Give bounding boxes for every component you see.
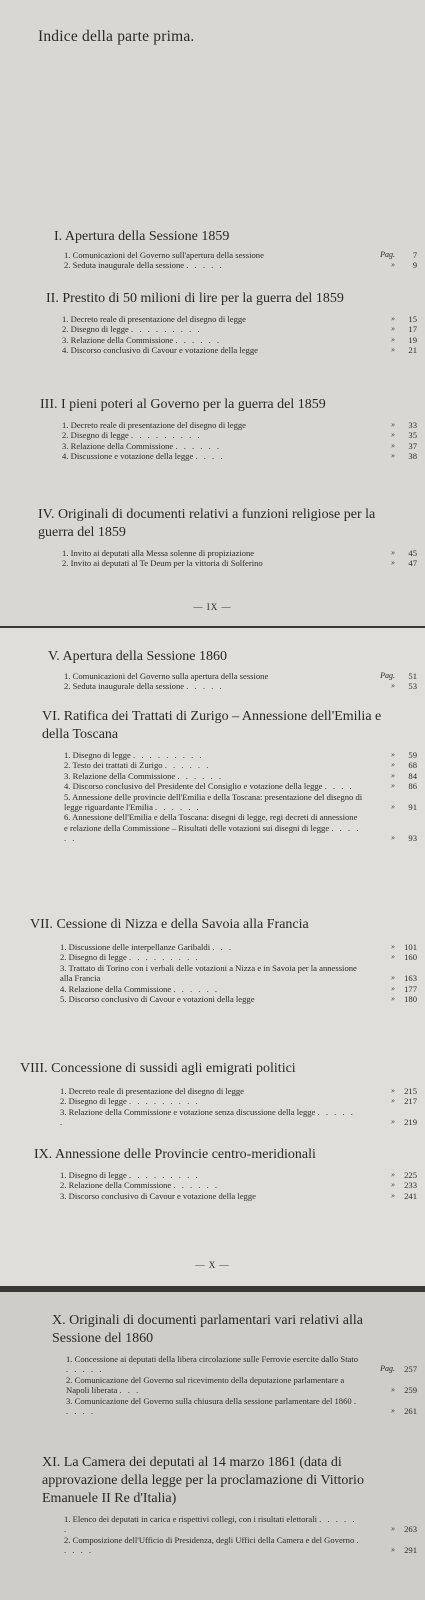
list-item: 1. Decreto reale di presentazione del disegno di legge » 33: [62, 420, 417, 430]
section-xi: [0, 1454, 425, 1556]
list-item: 3. Discorso conclusivo di Cavour e votazione della legge » 241: [60, 1190, 417, 1201]
section-title: X. Originali di documenti parlamentari vari relativi alla Sessione del 1860: [52, 1313, 364, 1346]
page-number: 217: [404, 1096, 417, 1107]
index-heading: Indice della parte prima.: [38, 28, 195, 45]
section-ii: [0, 290, 425, 356]
section-title: II. Prestito di 50 milioni di lire per la guerra del 1859: [46, 291, 344, 306]
list-item: 2. Relazione della Commissione . . . . . . » 233: [60, 1180, 417, 1191]
list-item: 3. Comunicazione del Governo sulla chiusura della sessione parlamentare del 1860 . . . . . » 261: [66, 1395, 417, 1417]
list-item: 3. Trattato di Torino con i verbali delle votazioni a Nizza e in Savoia per la annessione alla Francia » 163: [60, 962, 417, 984]
list-item: 5. Discorso conclusivo di Cavour e votazioni della legge » 180: [60, 994, 417, 1005]
index-page-1: [0, 0, 425, 626]
page-footer: — IX —: [193, 602, 232, 612]
section-vii: [0, 916, 425, 1004]
list-item: 1. Invito ai deputati alla Messa solenne di propiziazione » 45: [62, 548, 417, 558]
list-item: 4. Discorso conclusivo del Presidente del Consiglio e votazione della legge . . . . » 86: [64, 781, 417, 792]
page-number: 35: [408, 430, 417, 441]
page-number: 33: [408, 420, 417, 430]
page-number: 17: [408, 324, 417, 335]
page-number: 47: [408, 558, 417, 569]
list-item: 2. Disegno di legge . . . . . . . . . » 35: [62, 430, 417, 441]
page-number: 21: [408, 345, 417, 356]
entry-list: [60, 1086, 425, 1128]
page-number: 177: [404, 983, 417, 994]
section-iii: [0, 396, 425, 462]
page-number: 291: [404, 1545, 417, 1556]
section-x: [0, 1312, 425, 1416]
section-number: II.: [46, 291, 59, 306]
section-title: V. Apertura della Sessione 1860: [48, 649, 228, 664]
section-number: IX.: [34, 1147, 53, 1162]
page-number: 45: [408, 548, 417, 558]
list-item: 1. Concessione ai deputati della libera circolazione sulle Ferrovie esercite dallo Stato . . . . . Pag. 257: [66, 1354, 417, 1375]
list-item: 3. Relazione della Commissione . . . . . . » 84: [64, 770, 417, 781]
page-number: 219: [404, 1117, 417, 1128]
index-page-2: [0, 628, 425, 1286]
list-item: 1. Disegno di legge . . . . . . . . . » 225: [60, 1170, 417, 1180]
list-item: 2. Disegno di legge . . . . . . . . . » 160: [60, 952, 417, 963]
section-title: IX. Annessione delle Provincie centro-meridionali: [34, 1147, 316, 1162]
section-i: [0, 228, 425, 271]
section-number: VIII.: [20, 1061, 48, 1076]
list-item: 3. Relazione della Commissione . . . . . . » 19: [62, 334, 417, 345]
list-item: 1. Disegno di legge . . . . . . . . . » 59: [64, 750, 417, 760]
page-number: 257: [404, 1364, 417, 1375]
list-item: 1. Decreto reale di presentazione del disegno di legge » 215: [60, 1086, 417, 1096]
page-number: 68: [408, 760, 417, 771]
section-number: X.: [52, 1313, 66, 1328]
list-item: 3. Relazione della Commissione . . . . . . » 37: [62, 440, 417, 451]
page-number: 53: [408, 681, 417, 692]
section-number: IV.: [38, 507, 55, 522]
section-number: XI.: [42, 1455, 61, 1470]
page-number: 225: [404, 1170, 417, 1180]
section-number: III.: [40, 397, 58, 412]
page-number: 261: [404, 1406, 417, 1417]
section-number: I.: [54, 229, 63, 244]
section-title: IV. Originali di documenti relativi a funzioni religiose per la guerra del 1859: [38, 507, 376, 540]
page-number: 263: [404, 1524, 417, 1535]
section-number: VI.: [42, 709, 61, 724]
list-item: 6. Annessione dell'Emilia e della Toscana: disegni di legge, regi decreti di annessione e relazione della Commissione – Risultati delle votazioni sui disegni di legge . . . . . . » 93: [64, 812, 417, 844]
list-item: 2. Composizione dell'Ufficio di Presidenza, degli Uffici della Camera e del Governo . . . . . » 291: [64, 1534, 417, 1556]
entry-list: [62, 548, 425, 569]
entry-list: [60, 1170, 425, 1201]
page-number: 59: [408, 750, 417, 760]
list-item: 1. Comunicazioni del Governo sull'apertura della sessione Pag. 7: [64, 250, 417, 260]
page-number: 91: [408, 802, 417, 813]
entry-list: [64, 1514, 425, 1556]
entry-list: [62, 314, 425, 356]
list-item: 2. Disegno di legge . . . . . . . . . » 17: [62, 324, 417, 335]
page-number: 241: [404, 1190, 417, 1201]
section-title: VI. Ratifica dei Trattati di Zurigo – Annessione dell'Emilia e della Toscana: [42, 709, 382, 742]
list-item: 4. Relazione della Commissione . . . . . . » 177: [60, 983, 417, 994]
page-number: 160: [404, 952, 417, 963]
page-number: 233: [404, 1180, 417, 1191]
page-number: 38: [408, 451, 417, 462]
list-item: 2. Testo dei trattati di Zurigo . . . . . . » 68: [64, 760, 417, 771]
page-number: 215: [404, 1086, 417, 1096]
list-item: 4. Discorso conclusivo di Cavour e votazione della legge » 21: [62, 345, 417, 356]
list-item: 2. Invito ai deputati al Te Deum per la vittoria di Solferino » 47: [62, 558, 417, 569]
entry-list: [60, 942, 425, 1004]
page-number: 19: [408, 334, 417, 345]
entry-list: [64, 750, 425, 844]
section-title: III. I pieni poteri al Governo per la guerra del 1859: [40, 397, 326, 412]
entry-list: [66, 1354, 425, 1416]
page-number: 15: [408, 314, 417, 324]
page-number: 7: [412, 250, 417, 260]
page-number: 9: [412, 260, 417, 271]
page-number: 163: [404, 973, 417, 984]
page-number: 37: [408, 440, 417, 451]
page-number: 93: [408, 833, 417, 844]
section-title: I. Apertura della Sessione 1859: [54, 229, 230, 244]
section-number: VII.: [30, 917, 53, 932]
section-viii: [0, 1060, 425, 1128]
list-item: 2. Seduta inaugurale della sessione . . . . . » 9: [64, 260, 417, 271]
list-item: 1. Elenco dei deputati in carica e rispettivi collegi, con i risultati elettorali . . . . . . » 263: [64, 1514, 417, 1535]
entry-list: [64, 671, 425, 692]
list-item: 4. Discussione e votazione della legge . . . . » 38: [62, 451, 417, 462]
page-number: 259: [404, 1385, 417, 1396]
list-item: 1. Decreto reale di presentazione del disegno di legge » 15: [62, 314, 417, 324]
page-number: 101: [404, 942, 417, 952]
section-title: XI. La Camera dei deputati al 14 marzo 1861 (data di approvazione della legge per la proclamazione di Vittorio Emanuele II Re d'Italia): [42, 1455, 364, 1506]
page-number: 51: [408, 671, 417, 681]
section-title: VIII. Concessione di sussidi agli emigrati politici: [20, 1061, 296, 1076]
list-item: 3. Relazione della Commissione e votazione senza discussione della legge . . . . . . » 219: [60, 1106, 417, 1128]
list-item: 1. Discussione delle interpellanze Garibaldi . . . » 101: [60, 942, 417, 952]
entry-list: [62, 420, 425, 462]
page-footer: — X —: [195, 1260, 230, 1270]
section-number: V.: [48, 649, 60, 664]
section-v: [0, 648, 425, 692]
section-vi: [0, 708, 425, 844]
list-item: 2. Seduta inaugurale della sessione . . . . . » 53: [64, 681, 417, 692]
entry-list: [64, 250, 425, 271]
list-item: 2. Comunicazione del Governo sul ricevimento della deputazione parlamentare a Napoli liberata . . . » 259: [66, 1374, 417, 1396]
section-ix: [0, 1146, 425, 1201]
list-item: 5. Annessione delle provincie dell'Emilia e della Toscana: presentazione del disegno di legge riguardante l'Emilia . . . . . . » 91: [64, 791, 417, 813]
section-iv: [0, 506, 425, 569]
index-page-3: [0, 1292, 425, 1600]
section-title: VII. Cessione di Nizza e della Savoia alla Francia: [30, 917, 309, 932]
list-item: 1. Comunicazioni del Governo sulla apertura della sessione Pag. 51: [64, 671, 417, 681]
page-number: 86: [408, 781, 417, 792]
list-item: 2. Disegno di legge . . . . . . . . . » 217: [60, 1096, 417, 1107]
page-number: 180: [404, 994, 417, 1005]
page-number: 84: [408, 770, 417, 781]
